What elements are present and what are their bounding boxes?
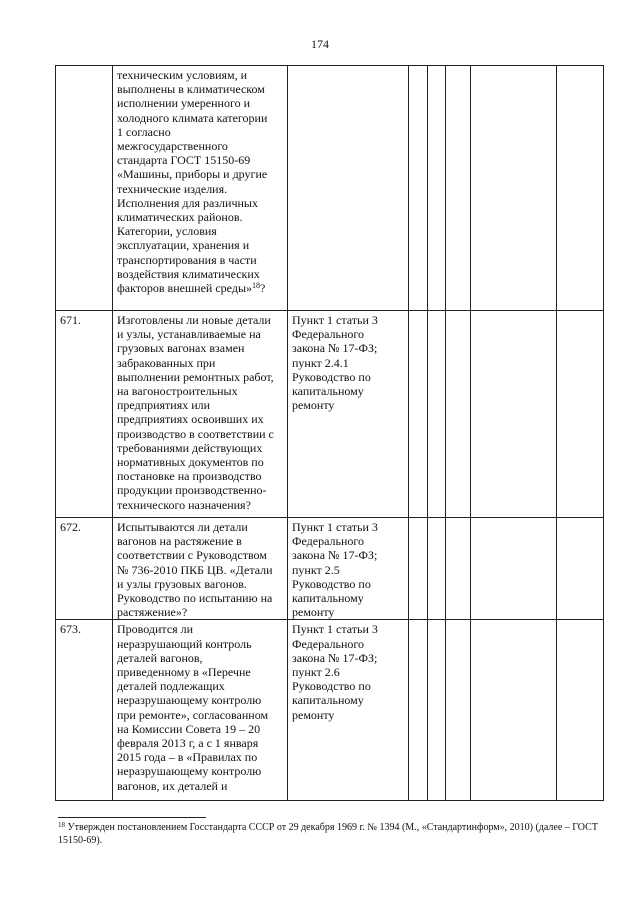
comments-cell [471,311,557,518]
answer-yes-cell [409,518,428,620]
question-text: Проводится ли неразрушающий контроль деталей вагонов, приведенному в «Перечне деталей подлежащих неразрушающему контролю при ремонте», согласованном на Комиссии Совета 19 – 20 февраля 2013 г, а с 1 января 2015 года – в «Правилах по неразрушающему контролю вагонов, их деталей и [113,620,288,801]
question-cell [113,66,288,311]
answer-na-cell [446,620,471,801]
answer-na-cell [446,518,471,620]
footnote-text: Утвержден постановлением Госстандарта СССР от 29 декабря 1969 г. № 1394 (М., «Стандартинформ», 2010) (далее – ГОСТ 15150-69). [58,822,598,846]
table-row [56,311,604,518]
answer-yes-cell [409,311,428,518]
table-row [56,620,604,801]
checklist-table [55,65,604,801]
answer-yes-cell [409,66,428,311]
answer-na-cell [446,311,471,518]
requirement-reference: Пункт 1 статьи 3 Федерального закона № 17-ФЗ; пункт 2.5 Руководство по капитальному ремонту [288,518,409,620]
answer-no-cell [428,311,446,518]
question-text: Испытываются ли детали вагонов на растяжение в соответствии с Руководством № 736-2010 ПКБ ЦВ. «Детали и узлы грузовых вагонов. Руководство по испытанию на растяжение»? [113,518,288,620]
requirement-reference: Пункт 1 статьи 3 Федерального закона № 17-ФЗ; пункт 2.4.1 Руководство по капитальному ремонту [288,311,409,518]
question-end: ? [260,281,266,296]
question-text: Изготовлены ли новые детали и узлы, устанавливаемые на грузовых вагонах взамен забракованных при выполнении ремонтных работ, на вагоностроительных предприятиях или предприятиях освоивших их производство в соответствии с требованиями действующих нормативных документов по постановке на производство продукции производственно- технического назначения? [113,311,288,518]
answer-na-cell [446,66,471,311]
answer-no-cell [428,518,446,620]
answer-yes-cell [409,620,428,801]
extra-cell [557,66,604,311]
footnote-reference: 18 [252,281,261,291]
page-number: 174 [311,37,329,51]
footnote-divider [58,817,206,818]
row-number: 672. [56,518,113,620]
requirement-reference [288,66,409,311]
extra-cell [557,311,604,518]
extra-cell [557,620,604,801]
comments-cell [471,620,557,801]
row-number: 671. [56,311,113,518]
comments-cell [471,518,557,620]
answer-no-cell [428,66,446,311]
row-number [56,66,113,311]
footnote-marker: 18 [58,821,65,829]
table-row [56,518,604,620]
extra-cell [557,518,604,620]
requirement-reference: Пункт 1 статьи 3 Федерального закона № 17-ФЗ; пункт 2.6 Руководство по капитальному ремонту [288,620,409,801]
row-number: 673. [56,620,113,801]
footnote [58,821,618,847]
comments-cell [471,66,557,311]
answer-no-cell [428,620,446,801]
table-row [56,66,604,311]
question-text: техническим условиям, и выполнены в климатическом исполнении умеренного и холодного климата категории 1 согласно межгосударственного стандарта ГОСТ 15150-69 «Машины, приборы и другие технические изделия. Исполнения для различных климатических районов. Категории, условия эксплуатации, хранения и транспортирования в части воздействия климатических факторов внешней среды» [117,68,268,296]
